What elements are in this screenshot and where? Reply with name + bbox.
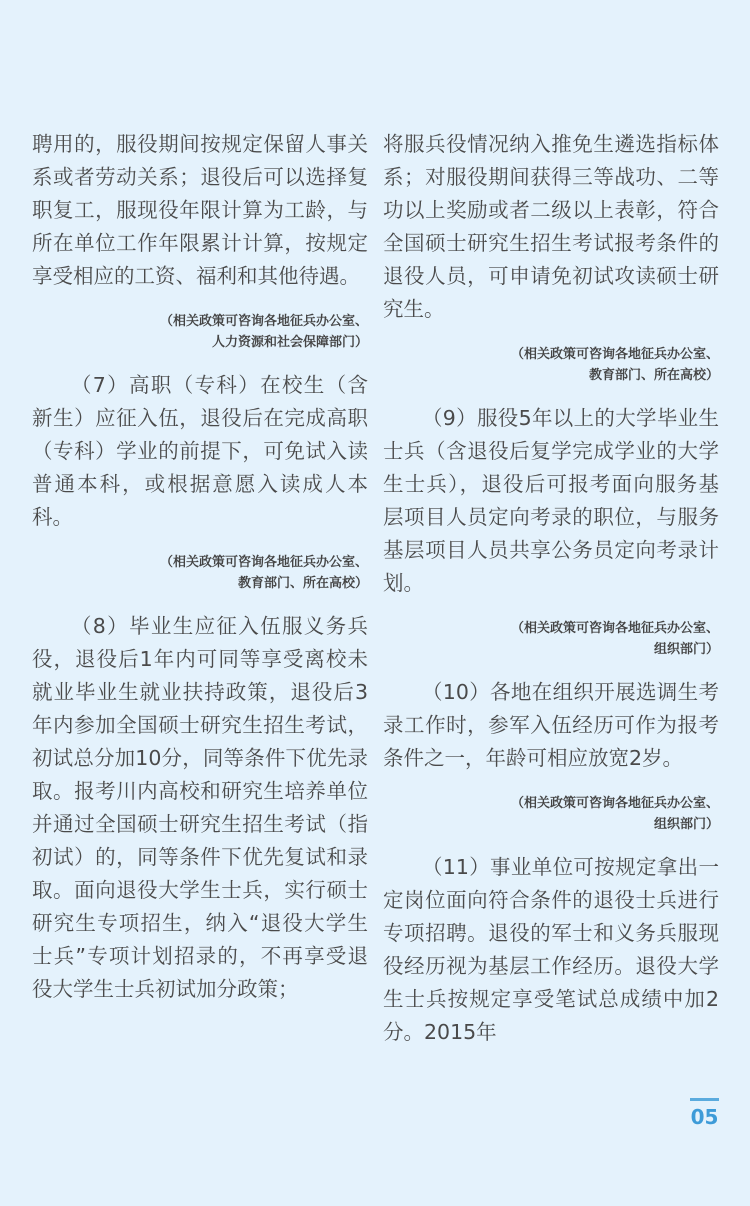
paragraph-item-7: （7）高职（专科）在校生（含新生）应征入伍，退役后在完成高职（专科）学业的前提下，可免试入读普通本科，或根据意愿入读成人本科。 [32,373,368,529]
left-column [32,128,368,1006]
source-line: 教育部门、所在高校） [237,576,368,591]
source-line: 教育部门、所在高校） [588,368,719,383]
source-line: （相关政策可咨询各地征兵办公室、 [510,621,719,636]
paragraph-continued-left: 聘用的，服役期间按规定保留人事关系或者劳动关系；退役后可以选择复职复工，服现役年限计算为工龄，与所在单位工作年限累计计算，按规定享受相应的工资、福利和其他待遇。 [32,132,368,288]
source-line: （相关政策可咨询各地征兵办公室、 [510,347,719,362]
source-line: 组织部门） [653,817,719,832]
source-line: 组织部门） [653,642,719,657]
policy-source-note [383,793,719,835]
paragraph-item-8: （8）毕业生应征入伍服义务兵役，退役后1年内可同等享受离校未就业毕业生就业扶持政策，退役后3年内参加全国硕士研究生招生考试，初试总分加10分，同等条件下优先录取。报考川内高校和研究生培养单位并通过全国硕士研究生招生考试（指初试）的，同等条件下优先复试和录取。面向退役大学生士兵，实行硕士研究生专项招生，纳入“退役大学生士兵”专项计划招录的，不再享受退役大学生士兵初试加分政策； [32,614,368,1001]
paragraph-item-11: （11）事业单位可按规定拿出一定岗位面向符合条件的退役士兵进行专项招聘。退役的军士和义务兵服现役经历视为基层工作经历。退役大学生士兵按规定享受笔试总成绩中加2分。2015年 [383,855,719,1044]
policy-source-note [383,618,719,660]
source-line: （相关政策可咨询各地征兵办公室、 [159,314,368,329]
page-number: 05 [690,1098,719,1129]
source-line: （相关政策可咨询各地征兵办公室、 [159,555,368,570]
policy-source-note [32,311,368,353]
right-column [383,128,719,1049]
paragraph-continued-right: 将服兵役情况纳入推免生遴选指标体系；对服役期间获得三等战功、二等功以上奖励或者二级以上表彰，符合全国硕士研究生招生考试报考条件的退役人员，可申请免初试攻读硕士研究生。 [383,132,719,321]
paragraph-item-10: （10）各地在组织开展选调生考录工作时，参军入伍经历可作为报考条件之一，年龄可相应放宽2岁。 [383,680,719,770]
source-line: （相关政策可咨询各地征兵办公室、 [510,796,719,811]
source-line: 人力资源和社会保障部门） [211,335,368,350]
policy-source-note [32,552,368,594]
paragraph-item-9: （9）服役5年以上的大学毕业生士兵（含退役后复学完成学业的大学生士兵），退役后可报考面向服务基层项目人员定向考录的职位，与服务基层项目人员共享公务员定向考录计划。 [383,406,719,595]
policy-source-note [383,344,719,386]
